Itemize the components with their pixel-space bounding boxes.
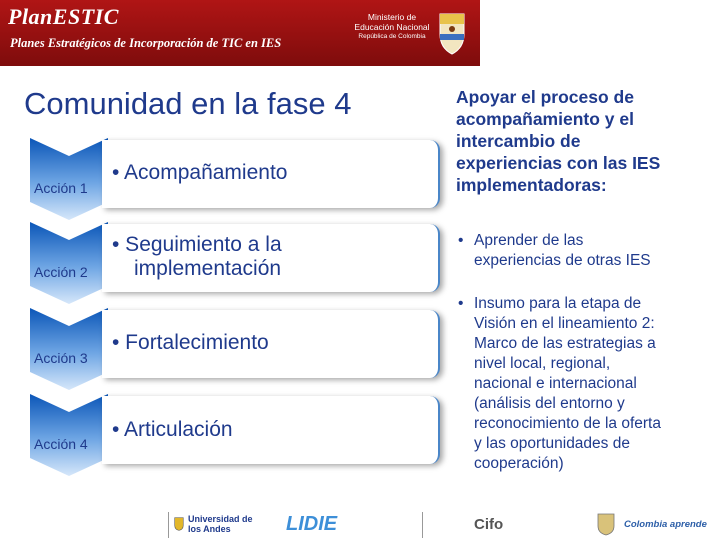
planestic-logo: PlanESTIC bbox=[8, 4, 119, 29]
colombia-seal-small bbox=[596, 508, 626, 540]
bullet-dot-2: • bbox=[458, 295, 464, 312]
right-bullet-1-line-1: Aprender de las bbox=[474, 232, 584, 249]
footer-logos bbox=[160, 508, 720, 540]
right-heading-line-2: acompañamiento y el bbox=[456, 109, 634, 129]
cifo-logo-text: Cifo bbox=[474, 515, 504, 533]
right-bullet-2-line-5: nacional e internacional bbox=[474, 375, 637, 392]
page-title: Comunidad en la fase 4 bbox=[24, 86, 352, 121]
colombia-aprende-logo bbox=[624, 508, 720, 540]
uniandes-logo bbox=[174, 508, 266, 540]
action-text-3: • Fortalecimiento bbox=[112, 331, 269, 354]
chevron-arrow-1 bbox=[30, 138, 108, 220]
footer-divider bbox=[168, 512, 169, 538]
chevron-arrow-4 bbox=[30, 394, 108, 476]
right-bullet-2 bbox=[458, 294, 714, 474]
ministry-line-2: Educación Nacional bbox=[354, 22, 430, 32]
action-label-4: Acción 4 bbox=[34, 436, 88, 452]
action-text-2-line-1: • Seguimiento a la bbox=[112, 233, 282, 256]
right-heading-line-5: implementadoras: bbox=[456, 175, 607, 195]
chevron-arrow-3 bbox=[30, 308, 108, 390]
ministry-line-1: Ministerio de bbox=[367, 12, 417, 22]
seal-small-icon bbox=[596, 512, 616, 536]
right-heading-line-4: experiencias con las IES bbox=[456, 153, 661, 173]
header-banner bbox=[0, 0, 480, 66]
lidie-logo-text: LIDIE bbox=[286, 512, 338, 535]
chevron-arrow-2 bbox=[30, 222, 108, 304]
ministry-line-3: República de Colombia bbox=[358, 33, 426, 40]
colombia-aprende-text: Colombia aprende bbox=[624, 518, 707, 530]
ministry-logo bbox=[352, 12, 432, 42]
action-text-2-line-2: implementación bbox=[134, 257, 282, 280]
footer-divider bbox=[422, 512, 423, 538]
right-bullet-2-line-1: Insumo para la etapa de bbox=[474, 295, 642, 312]
bullet-dot-1: • bbox=[458, 232, 464, 249]
right-bullet-2-line-4: nivel local, regional, bbox=[474, 355, 611, 372]
action-label-1: Acción 1 bbox=[34, 180, 88, 196]
colombia-seal-icon bbox=[436, 8, 468, 56]
right-bullet-2-line-6: (análisis del entorno y bbox=[474, 395, 625, 412]
right-bullet-2-line-3: Marco de las estrategias a bbox=[474, 335, 656, 352]
action-label-3: Acción 3 bbox=[34, 350, 88, 366]
right-bullet-1-line-2: experiencias de otras IES bbox=[474, 252, 651, 269]
right-heading bbox=[456, 86, 706, 196]
action-text-2 bbox=[112, 233, 282, 281]
right-bullet-2-line-2: Visión en el lineamiento 2: bbox=[474, 315, 655, 332]
right-heading-line-3: intercambio de bbox=[456, 131, 581, 151]
action-label-2: Acción 2 bbox=[34, 264, 88, 280]
right-bullet-1 bbox=[458, 231, 708, 271]
uniandes-shield-icon bbox=[174, 514, 184, 534]
banner-subtitle: Planes Estratégicos de Incorporación de TIC en IES bbox=[10, 36, 282, 50]
cifo-logo bbox=[474, 508, 574, 540]
right-heading-line-1: Apoyar el proceso de bbox=[456, 87, 634, 107]
right-bullet-2-line-8: y las oportunidades de bbox=[474, 435, 630, 452]
uniandes-logo-text: Universidad de los Andes bbox=[187, 514, 253, 534]
lidie-logo bbox=[286, 508, 436, 540]
right-bullet-2-line-7: reconocimiento de la oferta bbox=[474, 415, 661, 432]
action-text-4: • Articulación bbox=[112, 418, 233, 441]
right-bullet-2-line-9: cooperación) bbox=[474, 455, 564, 472]
action-text-1: • Acompañamiento bbox=[112, 161, 288, 184]
